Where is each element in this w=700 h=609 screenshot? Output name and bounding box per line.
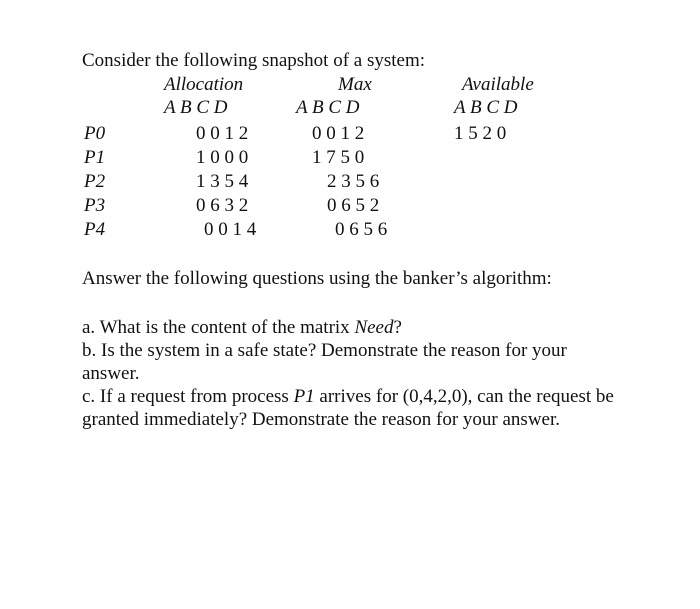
- allocation-value: 0 6 3 2: [196, 195, 249, 216]
- max-value: 0 6 5 6: [335, 219, 388, 240]
- question-a-prefix: a. What is the content of the matrix: [82, 317, 355, 338]
- process-label: P3: [84, 195, 106, 216]
- available-columns: A B C D: [454, 97, 518, 118]
- allocation-value: 0 0 1 4: [204, 219, 257, 240]
- max-header: Max: [338, 74, 372, 95]
- max-value: 1 7 5 0: [312, 147, 365, 168]
- question-c: [82, 385, 622, 431]
- available-header: Available: [462, 74, 534, 95]
- question-a: [82, 316, 622, 339]
- allocation-header: Allocation: [164, 74, 244, 95]
- max-value: 0 0 1 2: [312, 123, 365, 144]
- process-label: P4: [84, 219, 106, 240]
- instruction-text: Answer the following questions using the banker’s algorithm:: [82, 268, 552, 289]
- allocation-value: 1 3 5 4: [196, 171, 249, 192]
- max-columns: A B C D: [296, 97, 360, 118]
- question-a-term: Need: [354, 317, 394, 338]
- process-label: P2: [84, 171, 106, 192]
- question-b: b. Is the system in a safe state? Demonstrate the reason for your answer.: [82, 340, 567, 384]
- available-value: 1 5 2 0: [454, 123, 507, 144]
- max-value: 2 3 5 6: [327, 171, 380, 192]
- process-label: P0: [84, 123, 106, 144]
- max-value: 0 6 5 2: [327, 195, 380, 216]
- question-c-prefix: c. If a request from process: [82, 386, 294, 407]
- question-a-suffix: ?: [393, 317, 402, 338]
- intro-text: Consider the following snapshot of a system:: [82, 50, 426, 71]
- process-label: P1: [84, 147, 106, 168]
- question-c-suffix: arrives for (0,4,2,0), can the request be granted immediately? Demonstrate the reason for your answer.: [82, 386, 614, 430]
- allocation-value: 0 0 1 2: [196, 123, 249, 144]
- allocation-value: 1 0 0 0: [196, 147, 249, 168]
- question-c-process: P1: [293, 386, 315, 407]
- allocation-columns: A B C D: [164, 97, 228, 118]
